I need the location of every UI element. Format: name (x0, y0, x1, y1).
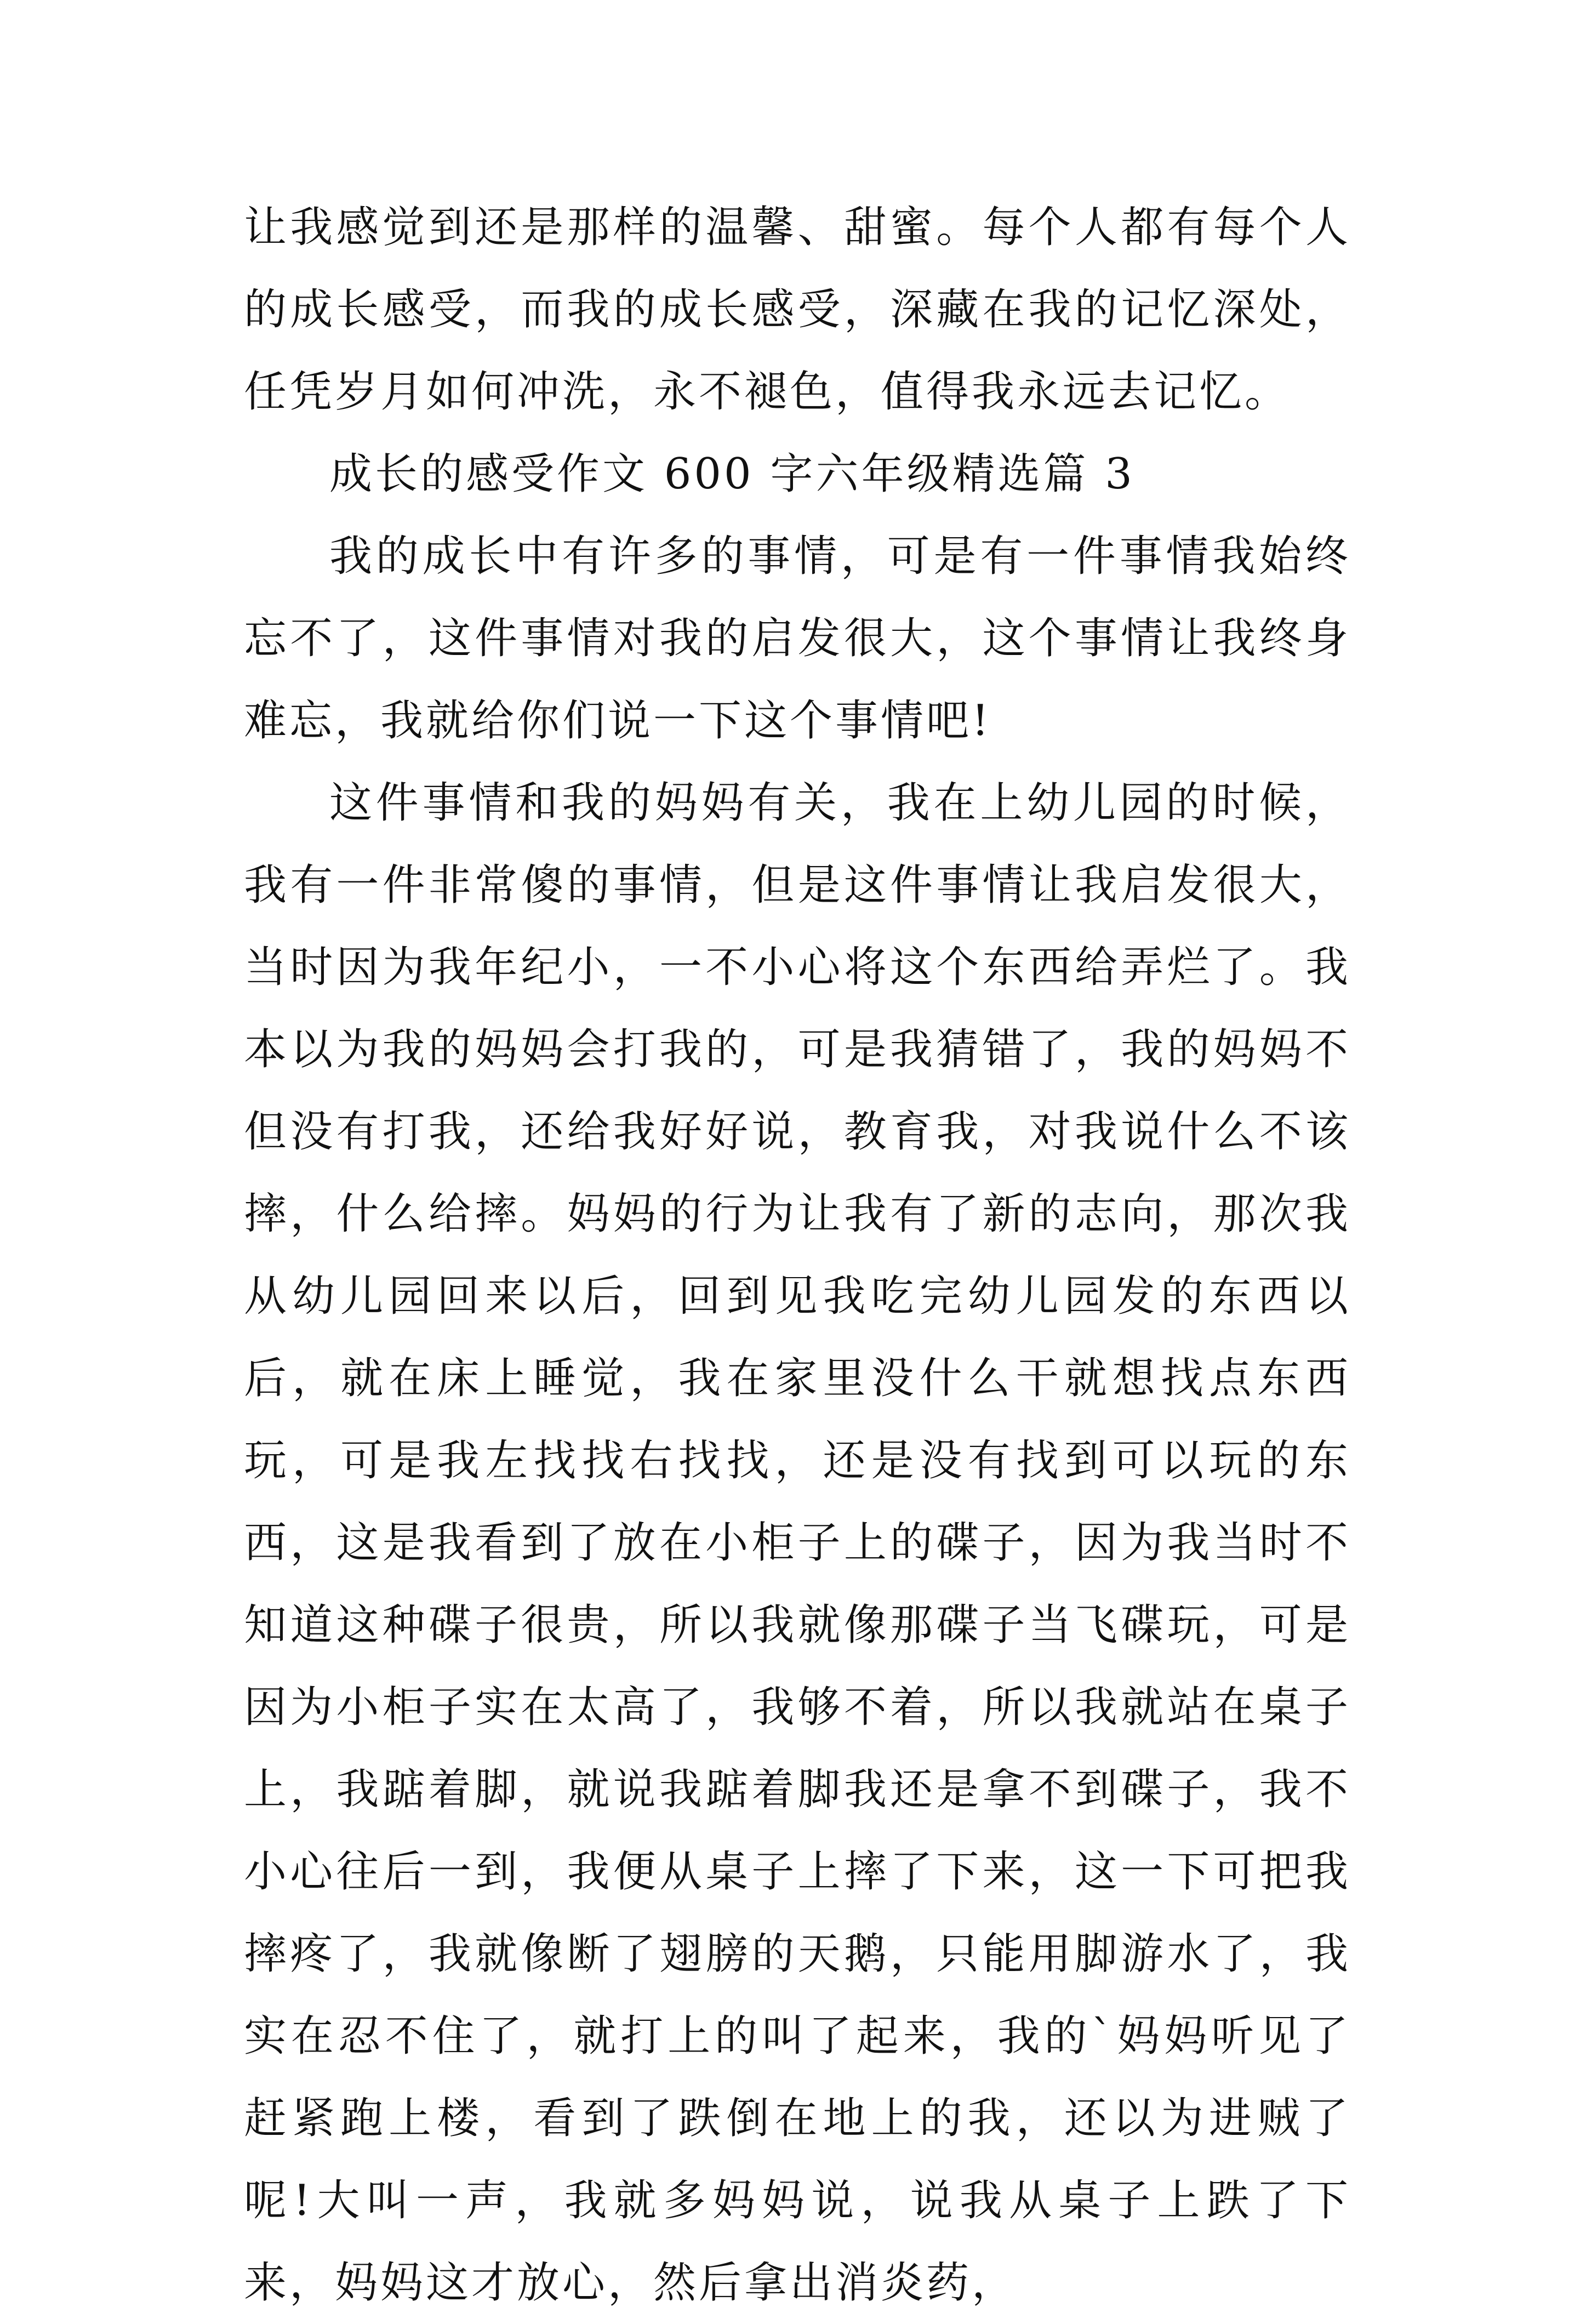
paragraph-1: 我的成长中有许多的事情，可是有一件事情我始终忘不了，这件事情对我的启发很大，这个事情让我终身难忘，我就给你们说一下这个事情吧! (244, 532, 1351, 745)
paragraph-intro: 让我感觉到还是那样的温馨、甜蜜。每个人都有每个人的成长感受，而我的成长感受，深藏在我的记忆深处，任凭岁月如何冲洗，永不褪色，值得我永远去记忆。 (244, 203, 1351, 417)
section-heading: 成长的感受作文 600 字六年级精选篇 3 (329, 449, 1135, 499)
paragraph-2: 这件事情和我的妈妈有关，我在上幼儿园的时候，我有一件非常傻的事情，但是这件事情让我启发很大，当时因为我年纪小，一不小心将这个东西给弄烂了。我本以为我的妈妈会打我的，可是我猜错了，我的妈妈不但没有打我，还给我好好说，教育我，对我说什么不该摔，什么给摔。妈妈的行为让我有了新的志向，那次我从幼儿园回来以后，回到见我吃完幼儿园发的东西以后，就在床上睡觉，我在家里没什么干就想找点东西玩，可是我左找找右找找，还是没有找到可以玩的东西，这是我看到了放在小柜子上的碟子，因为我当时不知道这种碟子很贵，所以我就像那碟子当飞碟玩，可是因为小柜子实在太高了，我够不着，所以我就站在桌子上，我踮着脚，就说我踮着脚我还是拿不到碟子，我不小心往后一到，我便从桌子上摔了下来，这一下可把我摔疼了，我就像断了翅膀的天鹅，只能用脚游水了，我实在忍不住了，就打上的叫了起来，我的`妈妈听见了赶紧跑上楼，看到了跌倒在地上的我，还以为进贼了呢!大叫一声，我就多妈妈说，说我从桌子上跌了下来，妈妈这才放心，然后拿出消炎药， (244, 778, 1351, 2308)
document-body (244, 186, 1351, 2324)
